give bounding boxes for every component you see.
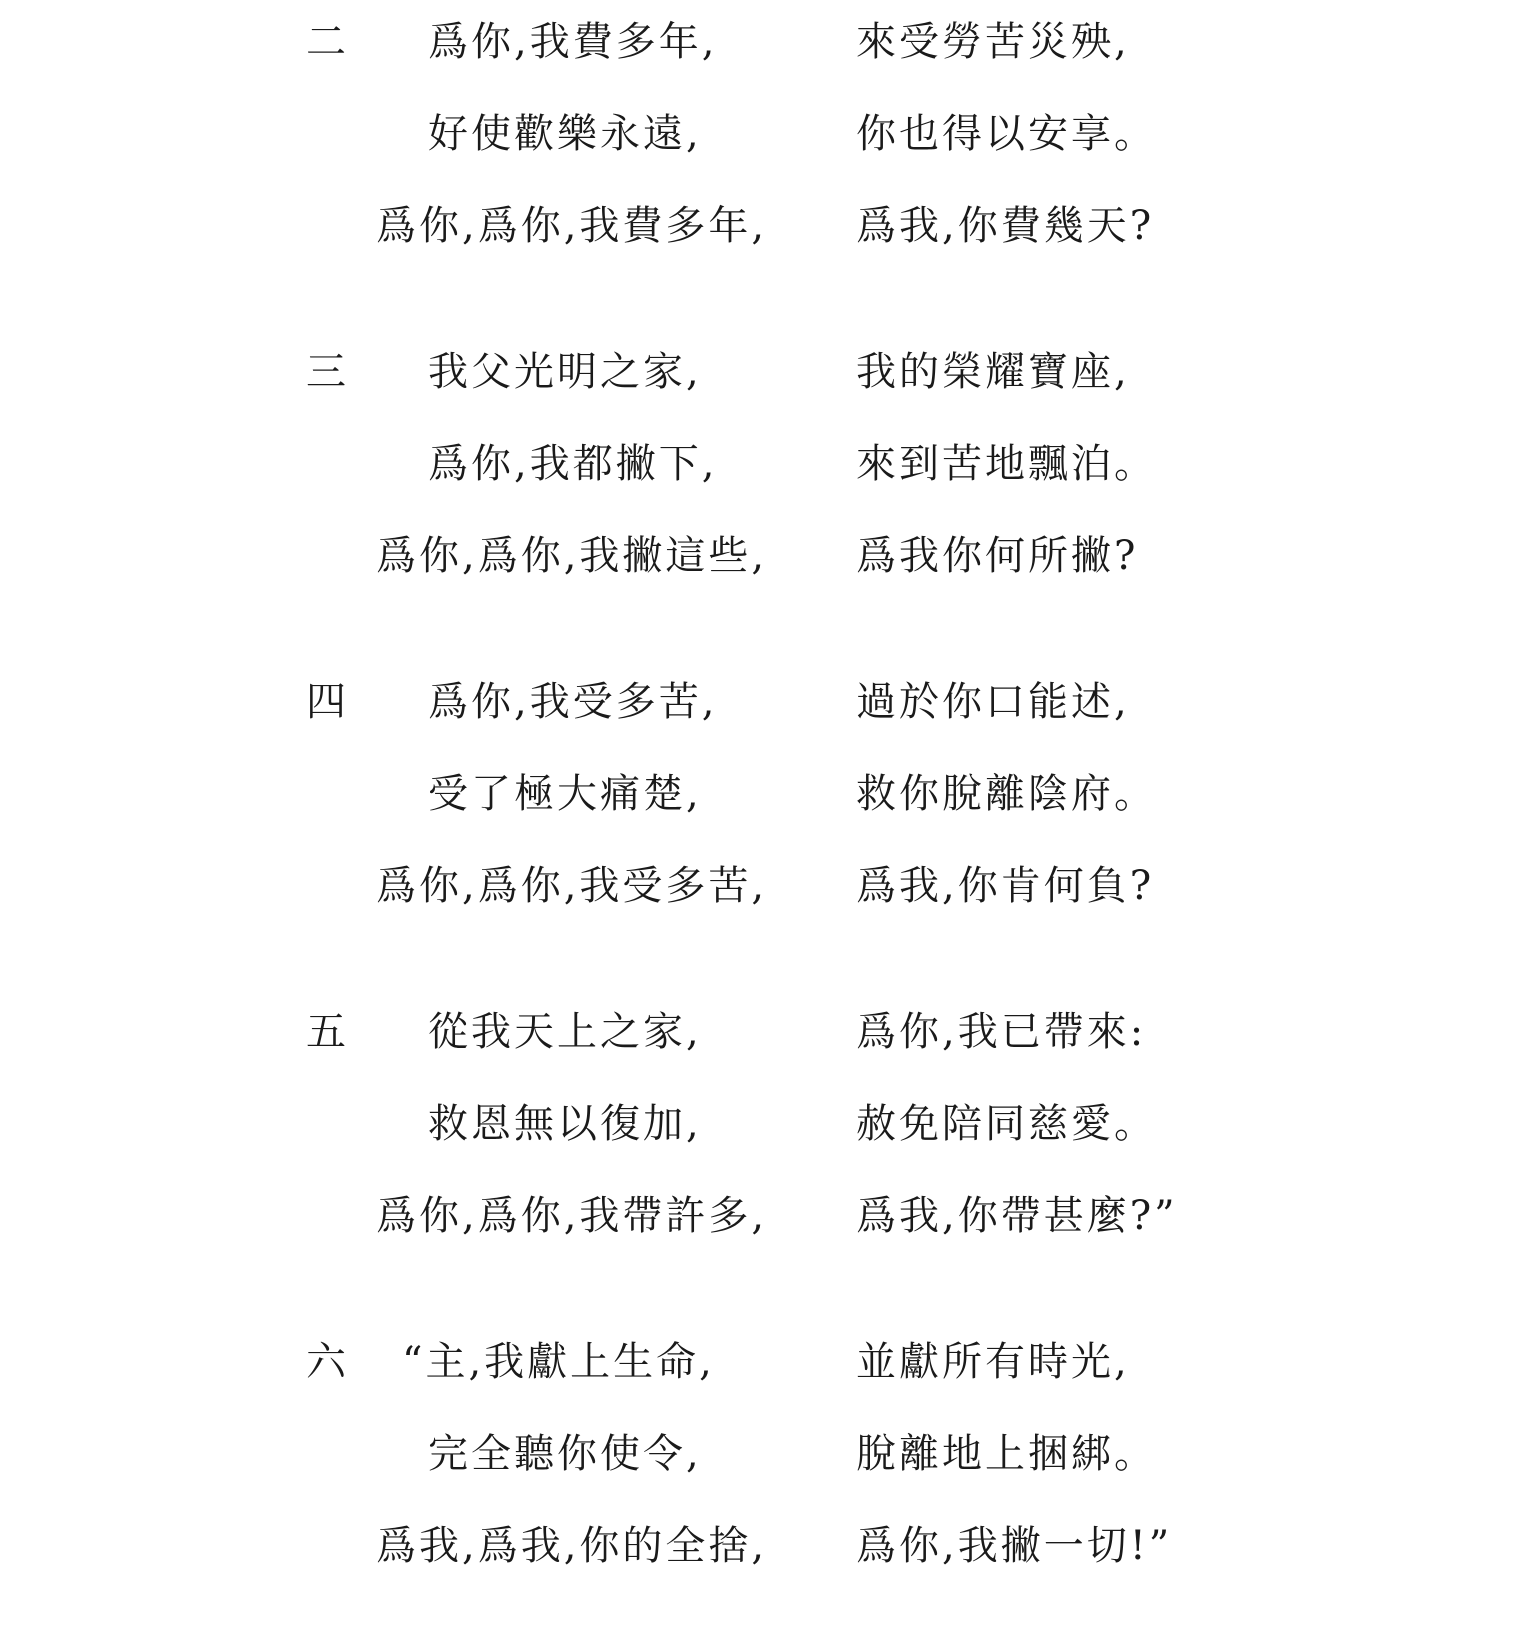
verse-line bbox=[0, 770, 1517, 818]
verse-line-left: 救恩無以復加, bbox=[428, 1101, 702, 1147]
verse-line bbox=[0, 348, 1517, 396]
verse-line-left: 爲我,爲我,你的全捨, bbox=[376, 1523, 768, 1569]
verse-line-left: 爲你,我都撇下, bbox=[428, 441, 718, 487]
verse-line bbox=[0, 1338, 1517, 1386]
verse-line-left: 爲你,爲你,我帶許多, bbox=[376, 1193, 768, 1239]
verse-line-right: 爲我,你帶甚麼?” bbox=[856, 1193, 1178, 1239]
verse-line bbox=[0, 202, 1517, 250]
verse-line bbox=[0, 532, 1517, 580]
stanza-number: 三 bbox=[306, 349, 346, 395]
verse-line bbox=[0, 1522, 1517, 1570]
verse-line bbox=[0, 862, 1517, 910]
stanza-5 bbox=[0, 1008, 1517, 1288]
verse-line bbox=[0, 440, 1517, 488]
stanza-number: 二 bbox=[306, 19, 346, 65]
verse-line bbox=[0, 1008, 1517, 1056]
verse-line bbox=[0, 1100, 1517, 1148]
verse-line-left: 爲你,爲你,我費多年, bbox=[376, 203, 768, 249]
stanza-4 bbox=[0, 678, 1517, 958]
verse-line-right: 救你脫離陰府。 bbox=[856, 771, 1157, 817]
verse-line-left: 好使歡樂永遠, bbox=[428, 111, 702, 157]
verse-line-right: 來到苦地飄泊。 bbox=[856, 441, 1157, 487]
verse-line-right: 爲我,你肯何負? bbox=[856, 863, 1155, 909]
verse-line-left: 從我天上之家, bbox=[428, 1009, 702, 1055]
verse-line-right: 爲你,我已帶來: bbox=[856, 1009, 1147, 1055]
verse-line-right: 脫離地上捆綁。 bbox=[856, 1431, 1157, 1477]
stanza-number: 六 bbox=[306, 1339, 346, 1385]
verse-line-left: 爲你,爲你,我撇這些, bbox=[376, 533, 768, 579]
stanza-number: 五 bbox=[306, 1009, 346, 1055]
verse-line-right: 過於你口能述, bbox=[856, 679, 1130, 725]
verse-line-left: 爲你,我費多年, bbox=[428, 19, 718, 65]
verse-line bbox=[0, 18, 1517, 66]
verse-line bbox=[0, 110, 1517, 158]
verse-line-right: 爲我你何所撇? bbox=[856, 533, 1139, 579]
verse-line-left: 受了極大痛楚, bbox=[428, 771, 702, 817]
verse-line-right: 你也得以安享。 bbox=[856, 111, 1157, 157]
verse-line-left: 我父光明之家, bbox=[428, 349, 702, 395]
verse-line-right: 並獻所有時光, bbox=[856, 1339, 1130, 1385]
verse-line-right: 來受勞苦災殃, bbox=[856, 19, 1130, 65]
stanza-3 bbox=[0, 348, 1517, 628]
stanza-number: 四 bbox=[306, 679, 346, 725]
stanza-2 bbox=[0, 18, 1517, 298]
verse-line-left: 完全聽你使令, bbox=[428, 1431, 702, 1477]
stanza-6 bbox=[0, 1338, 1517, 1618]
verse-line-right: 爲我,你費幾天? bbox=[856, 203, 1155, 249]
verse-line-right: 赦免陪同慈愛。 bbox=[856, 1101, 1157, 1147]
verse-line-right: 爲你,我撇一切!” bbox=[856, 1523, 1173, 1569]
verse-line-left: “主,我獻上生命, bbox=[402, 1339, 715, 1385]
verse-line-left: 爲你,爲你,我受多苦, bbox=[376, 863, 768, 909]
verse-line bbox=[0, 678, 1517, 726]
verse-line-left: 爲你,我受多苦, bbox=[428, 679, 718, 725]
verse-line bbox=[0, 1430, 1517, 1478]
verse-line-right: 我的榮耀寶座, bbox=[856, 349, 1130, 395]
verse-line bbox=[0, 1192, 1517, 1240]
